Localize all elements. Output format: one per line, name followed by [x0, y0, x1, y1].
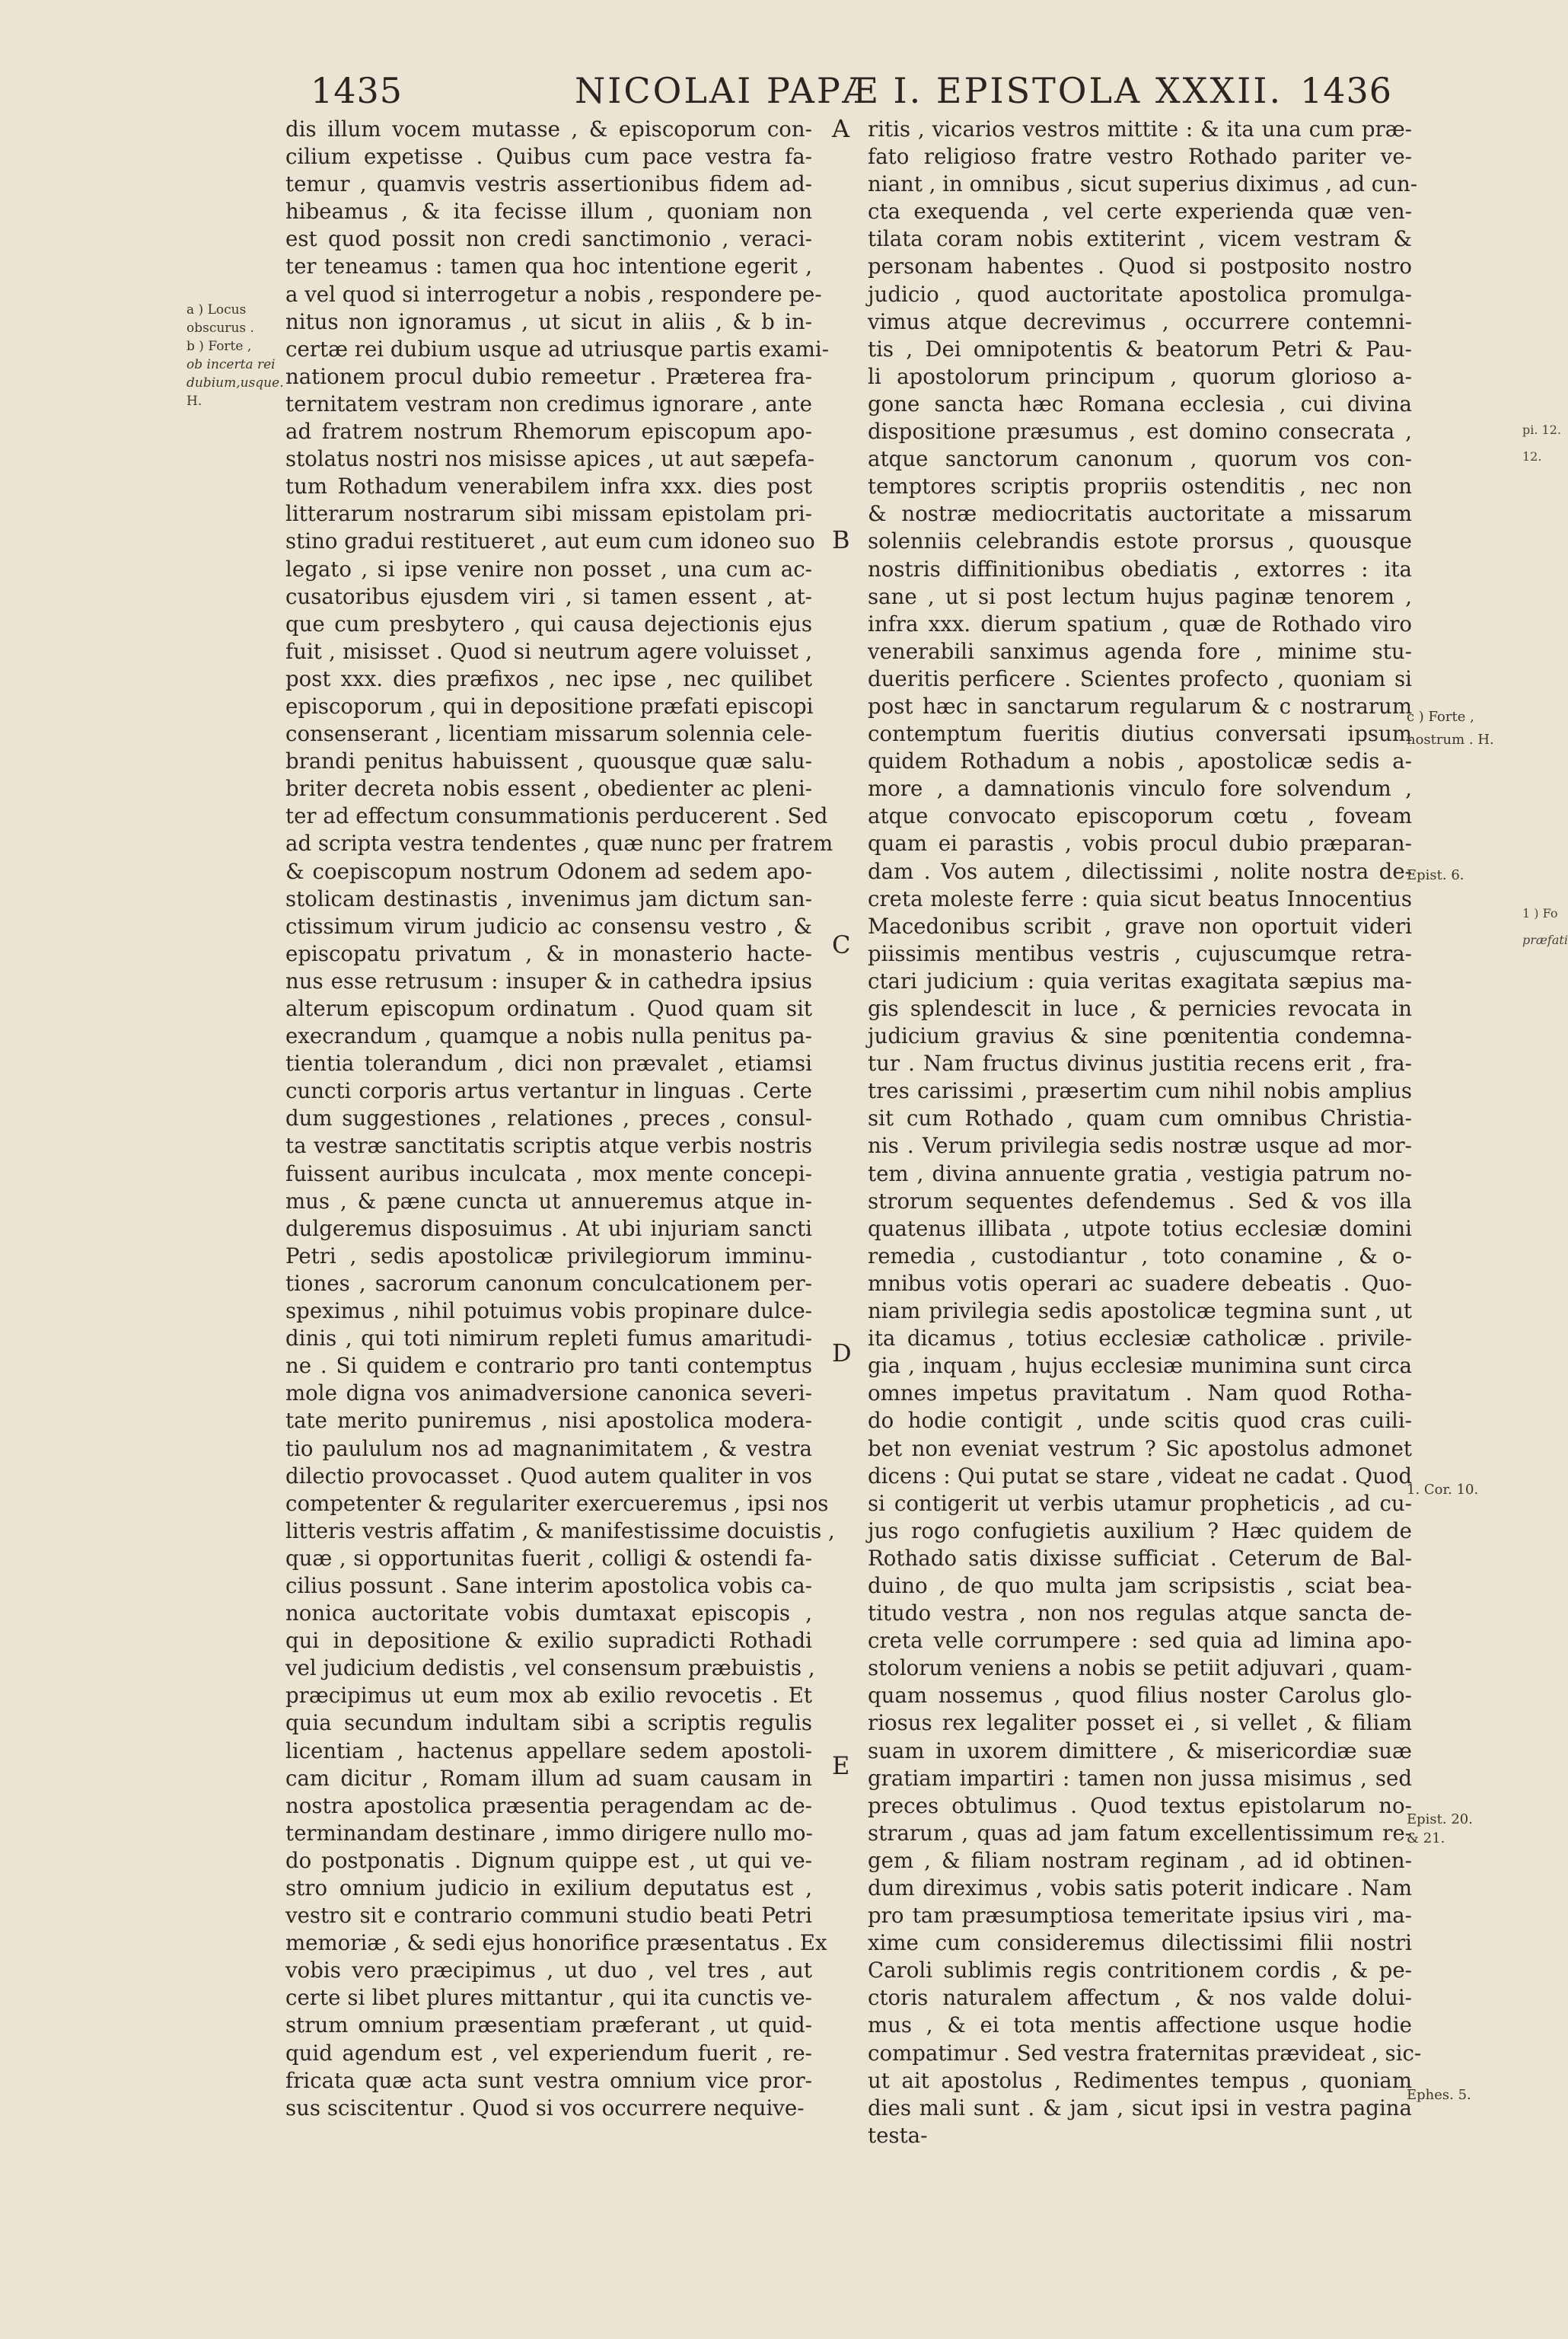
text-line: nationem procul dubio remeetur . Præterea fra- — [285, 363, 812, 389]
text-line: tio paululum nos ad magnanimitatem , & vestra — [285, 1435, 812, 1461]
text-line: si contigerit ut verbis utamur propheticis , ad cu- — [868, 1490, 1412, 1516]
text-line: cuncti corporis artus vertantur in linguas . Certe — [285, 1078, 812, 1104]
left-margin-notes — [186, 301, 284, 410]
text-line: gis splendescit in luce , & pernicies revocata in — [868, 996, 1412, 1021]
margin-note: 1. Cor. 10. — [1407, 1482, 1479, 1498]
text-line: dinis , qui toti nimirum repleti fumus amaritudi- — [285, 1326, 812, 1351]
text-line: compatimur . Sed vestra fraternitas prævideat , sic- — [868, 2040, 1422, 2066]
section-marker-a: A — [832, 114, 850, 143]
text-line: tate merito puniremus , nisi apostolica modera- — [285, 1408, 812, 1434]
text-line: remedia , custodiantur , toto conamine , & o- — [868, 1243, 1412, 1268]
text-line: ut ait apostolus , Redimentes tempus , quoniam — [868, 2067, 1412, 2093]
text-line: dilectio provocasset . Quod autem qualiter in vos — [285, 1463, 812, 1489]
text-line: quid agendum est , vel experiendum fuerit , re- — [285, 2040, 812, 2066]
text-line: quæ , si opportunitas fuerit , colligi & ostendi fa- — [285, 1545, 812, 1571]
text-line: litterarum nostrarum sibi missam epistolam pri- — [285, 501, 812, 527]
text-line: hibeamus , & ita fecisse illum , quoniam non — [285, 199, 812, 225]
text-line: tum Rothadum venerabilem infra xxx. dies post — [285, 474, 812, 499]
text-line: dicens : Qui putat se stare , videat ne cadat . Quod — [868, 1463, 1412, 1489]
text-line: certæ rei dubium usque ad utriusque partis exami- — [285, 336, 830, 362]
text-line: ritis , vicarios vestros mittite : & ita una cum præ- — [868, 116, 1412, 142]
text-line: Rothado satis dixisse sufficiat . Ceterum de Bal- — [868, 1545, 1412, 1571]
margin-note: obscurus . — [186, 321, 254, 336]
text-line: temptores scriptis propriis ostenditis , nec non — [868, 474, 1412, 499]
text-line: fato religioso fratre vestro Rothado pariter ve- — [868, 144, 1412, 170]
text-line: ita dicamus , totius ecclesiæ catholicæ . privile- — [868, 1326, 1412, 1351]
text-line: alterum episcopum ordinatum . Quod quam sit — [285, 996, 812, 1021]
margin-note: Epist. 6. — [1407, 867, 1464, 883]
text-line: contemptum fueritis diutius conversati ipsum — [868, 721, 1412, 747]
text-line: briter decreta nobis essent , obedienter ac pleni- — [285, 776, 812, 802]
text-line: cilius possunt . Sane interim apostolica vobis ca- — [285, 1572, 812, 1598]
text-line: nitus non ignoramus , ut sicut in aliis , & b in- — [285, 308, 812, 334]
text-line: certe si libet plures mittantur , qui ita cunctis ve- — [285, 1985, 812, 2011]
margin-note: H. — [186, 394, 202, 409]
text-line: ter ad effectum consummationis perducerent . Sed — [285, 803, 828, 829]
text-line: vestro sit e contrario communi studio beati Petri — [285, 1903, 812, 1929]
edge-fragment: pi. 12. — [1522, 423, 1561, 437]
text-line: & coepiscopum nostrum Odonem ad sedem apo- — [285, 858, 812, 884]
text-line: stino gradui restitueret , aut eum cum idoneo suo — [285, 528, 815, 554]
text-line: venerabili sanximus agenda fore , minime stu- — [868, 638, 1412, 664]
text-line: a vel quod si interrogetur a nobis , respondere pe- — [285, 281, 822, 307]
text-line: atque convocato episcoporum cœtu , foveam — [868, 803, 1412, 829]
margin-note: Epist. 20. — [1407, 1811, 1473, 1827]
text-line: judicio , quod auctoritate apostolica promulga- — [868, 281, 1412, 307]
text-line: personam habentes . Quod si postposito nostro — [868, 254, 1412, 279]
text-line: stolicam destinastis , invenimus jam dictum san- — [285, 886, 812, 911]
text-line: more , a damnationis vinculo fore solvendum , — [868, 776, 1412, 802]
section-marker-b: B — [832, 525, 850, 554]
text-line: litteris vestris affatim , & manifestissime docuistis , — [285, 1517, 835, 1543]
text-line: cusatoribus ejusdem viri , si tamen essent , at- — [285, 583, 812, 609]
text-line: post hæc in sanctarum regularum & c nostrarum — [868, 693, 1412, 719]
text-line: fuissent auribus inculcata , mox mente concepi- — [285, 1160, 812, 1186]
text-line: tem , divina annuente gratia , vestigia patrum no- — [868, 1160, 1412, 1186]
text-line: tur . Nam fructus divinus justitia recens erit , fra- — [868, 1051, 1412, 1077]
text-line: ad fratrem nostrum Rhemorum episcopum apo- — [285, 419, 812, 445]
text-line: mus , & ei tota mentis affectione usque hodie — [868, 2012, 1412, 2038]
text-line: cilium expetisse . Quibus cum pace vestra fa- — [285, 144, 812, 170]
page-number-left: 1435 — [311, 70, 403, 111]
text-line: strum omnium præsentiam præferant , ut quid- — [285, 2012, 812, 2038]
text-line: mnibus votis operari ac suadere debeatis . Quo- — [868, 1270, 1412, 1296]
text-line: vobis vero præcipimus , ut duo , vel tres , aut — [285, 1958, 812, 1983]
text-line: stolatus nostri nos misisse apices , ut aut sæpefa- — [285, 446, 815, 472]
text-line: gratiam impartiri : tamen non jussa misimus , sed — [868, 1765, 1412, 1791]
text-line: preces obtulimus . Quod textus epistolarum no- — [868, 1792, 1412, 1818]
text-line: quia secundum indultam sibi a scriptis regulis — [285, 1710, 812, 1736]
text-line: atque sanctorum canonum , quorum vos con- — [868, 446, 1412, 472]
text-line: dum suggestiones , relationes , preces , consul- — [285, 1106, 812, 1131]
text-line: dueritis perficere . Scientes profecto , quoniam si — [868, 665, 1412, 691]
text-line: Caroli sublimis regis contritionem cordis , & pe- — [868, 1958, 1412, 1983]
text-line: sus sciscitentur . Quod si vos occurrere nequive- — [285, 2095, 805, 2120]
text-line: ta vestræ sanctitatis scriptis atque verbis nostris — [285, 1133, 812, 1159]
margin-note: c ) Forte , — [1407, 709, 1474, 725]
margin-note: a ) Locus — [186, 302, 247, 318]
text-line: ctoris naturalem affectum , & nos valde dolui- — [868, 1985, 1412, 2011]
text-line: stro omnium judicio in exilium deputatus est , — [285, 1875, 812, 1900]
text-line: nostris diffinitionibus obediatis , extorres : ita — [868, 556, 1412, 582]
section-marker-e: E — [832, 1751, 850, 1780]
text-line: testa- — [868, 2122, 928, 2148]
text-line: nis . Verum privilegia sedis nostræ usque ad mor- — [868, 1133, 1412, 1159]
text-line: speximus , nihil potuimus vobis propinare dulce- — [285, 1298, 812, 1324]
text-line: nonica auctoritate vobis dumtaxat episcopis , — [285, 1600, 812, 1626]
text-line: jus rogo confugietis auxilium ? Hæc quidem de — [868, 1517, 1412, 1543]
text-line: niant , in omnibus , sicut superius diximus , ad cun- — [868, 171, 1418, 197]
text-line: li apostolorum principum , quorum glorioso a- — [868, 363, 1412, 389]
text-line: post xxx. dies præfixos , nec ipse , nec quilibet — [285, 665, 812, 691]
text-line: gone sancta hæc Romana ecclesia , cui divina — [868, 391, 1412, 416]
text-line: est quod possit non credi sanctimonio , veraci- — [285, 226, 812, 252]
text-line: quam nossemus , quod filius noster Carolus glo- — [868, 1683, 1412, 1709]
text-line: solenniis celebrandis estote prorsus , quousque — [868, 528, 1412, 554]
text-line: nostra apostolica præsentia peragendam ac de- — [285, 1792, 812, 1818]
text-line: niam privilegia sedis apostolicæ tegmina sunt , ut — [868, 1298, 1412, 1324]
text-line: competenter & regulariter exercueremus , ipsi nos — [285, 1490, 829, 1516]
text-line: creta velle corrumpere : sed quia ad limina apo- — [868, 1628, 1412, 1654]
text-line: ter teneamus : tamen qua hoc intentione egerit , — [285, 254, 812, 279]
text-line: dulgeremus disposuimus . At ubi injuriam sancti — [285, 1215, 812, 1241]
text-line: temur , quamvis vestris assertionibus fidem ad- — [285, 171, 812, 197]
text-line: fricata quæ acta sunt vestra omnium vice pror- — [285, 2067, 812, 2093]
margin-note: & 21. — [1407, 1830, 1445, 1846]
text-line: strorum sequentes defendemus . Sed & vos illa — [868, 1188, 1412, 1214]
text-line: titudo vestra , non nos regulas atque sancta de- — [868, 1600, 1412, 1626]
text-line: cam dicitur , Romam illum ad suam causam in — [285, 1765, 812, 1791]
text-line: stolorum veniens a nobis se petiit adjuvari , quam- — [868, 1655, 1412, 1681]
text-line: quidem Rothadum a nobis , apostolicæ sedis a- — [868, 748, 1412, 774]
text-line: omnes impetus pravitatum . Nam quod Rotha- — [868, 1380, 1412, 1406]
text-line: ne . Si quidem e contrario pro tanti contemptus — [285, 1353, 812, 1379]
text-line: mole digna vos animadversione canonica severi- — [285, 1380, 812, 1406]
text-line: consenserant , licentiam missarum solennia cele- — [285, 721, 812, 747]
text-line: fuit , misisset . Quod si neutrum agere voluisset , — [285, 638, 812, 664]
text-line: legato , si ipse venire non posset , una cum ac- — [285, 556, 812, 582]
text-line: tis , Dei omnipotentis & beatorum Petri & Pau- — [868, 336, 1412, 362]
text-line: dum direximus , vobis satis poterit indicare . Nam — [868, 1875, 1412, 1900]
text-line: bet non eveniat vestrum ? Sic apostolus admonet — [868, 1435, 1412, 1461]
text-line: sane , ut si post lectum hujus paginæ tenorem , — [868, 583, 1412, 609]
text-line: execrandum , quamque a nobis nulla penitus pa- — [285, 1023, 812, 1049]
text-line: vimus atque decrevimus , occurrere contemni- — [868, 308, 1412, 334]
margin-note: nostrum . H. — [1407, 732, 1494, 748]
text-line: gia , inquam , hujus ecclesiæ munimina sunt circa — [868, 1353, 1412, 1379]
text-line: sit cum Rothado , quam cum omnibus Christia- — [868, 1106, 1412, 1131]
text-line: duino , de quo multa jam scripsistis , sciat bea- — [868, 1572, 1412, 1598]
text-line: xime cum consideremus dilectissimi filii nostri — [868, 1930, 1412, 1956]
margin-note: Ephes. 5. — [1407, 2087, 1471, 2103]
text-line: creta moleste ferre : quia sicut beatus Innocentius — [868, 886, 1412, 911]
text-line: strarum , quas ad jam fatum excellentissimum re- — [868, 1820, 1412, 1846]
text-line: mus , & pæne cuncta ut annueremus atque in- — [285, 1188, 812, 1214]
edge-fragment: præfati — [1522, 933, 1568, 947]
text-line: tiones , sacrorum canonum conculcationem per- — [285, 1270, 812, 1296]
text-line: dispositione præsumus , est domino consecrata , — [868, 419, 1412, 445]
text-line: gem , & filiam nostram reginam , ad id obtinen- — [868, 1847, 1412, 1873]
text-line: que cum presbytero , qui causa dejectionis ejus — [285, 611, 812, 637]
text-line: tientia tolerandum , dici non prævalet , etiamsi — [285, 1051, 812, 1077]
text-line: quam ei parastis , vobis procul dubio præparan- — [868, 831, 1412, 857]
text-line: dies mali sunt . & jam , sicut ipsi in vestra pagina — [868, 2095, 1412, 2120]
text-line: ctissimum virum judicio ac consensu vestro , & — [285, 913, 812, 939]
text-line: ad scripta vestra tendentes , quæ nunc per fratrem — [285, 831, 833, 857]
text-column-right — [868, 116, 1422, 2149]
margin-note: ob incerta rei — [186, 357, 276, 372]
margin-note: b ) Forte , — [186, 339, 252, 354]
text-line: ternitatem vestram non credimus ignorare , ante — [285, 391, 812, 416]
text-line: riosus rex legaliter posset ei , si vellet , & filiam — [868, 1710, 1412, 1736]
text-line: qui in depositione & exilio supradicti Rothadi — [285, 1628, 812, 1654]
text-column-left — [285, 116, 835, 2122]
text-line: & nostræ mediocritatis auctoritate a missarum — [868, 501, 1412, 527]
text-line: Petri , sedis apostolicæ privilegiorum imminu- — [285, 1243, 812, 1268]
text-line: licentiam , hactenus appellare sedem apostoli- — [285, 1737, 812, 1763]
text-line: dis illum vocem mutasse , & episcoporum con- — [285, 116, 812, 142]
text-line: ctari judicium : quia veritas exagitata sæpius ma- — [868, 968, 1412, 994]
running-title: NICOLAI PAPÆ I. EPISTOLA XXXII. — [575, 70, 1283, 111]
text-line: episcopatu privatum , & in monasterio hacte- — [285, 940, 812, 966]
text-line: terminandam destinare , immo dirigere nullo mo- — [285, 1820, 813, 1846]
text-line: nus esse retrusum : insuper & in cathedra ipsius — [285, 968, 812, 994]
margin-note: dubium,usque. — [186, 375, 284, 391]
edge-fragment: 1 ) Fo — [1522, 906, 1558, 921]
text-line: quatenus illibata , utpote totius ecclesiæ domini — [868, 1215, 1412, 1241]
text-line: Macedonibus scribit , grave non oportuit videri — [868, 913, 1412, 939]
text-line: pro tam præsumptiosa temeritate ipsius viri , ma- — [868, 1903, 1412, 1929]
text-line: cta exequenda , vel certe experienda quæ ven- — [868, 199, 1412, 225]
page-number-right: 1436 — [1300, 70, 1393, 111]
edge-fragment: 12. — [1522, 449, 1542, 464]
text-line: vel judicium dedistis , vel consensum præbuistis , — [285, 1655, 815, 1681]
section-marker-c: C — [832, 930, 851, 959]
text-line: præcipimus ut eum mox ab exilio revocetis . Et — [285, 1683, 812, 1709]
section-marker-d: D — [832, 1339, 852, 1367]
text-line: do postponatis . Dignum quippe est , ut qui ve- — [285, 1847, 812, 1873]
text-line: brandi penitus habuissent , quousque quæ salu- — [285, 748, 812, 774]
text-line: do hodie contigit , unde scitis quod cras cuili- — [868, 1408, 1412, 1434]
text-line: memoriæ , & sedi ejus honorifice præsentatus . Ex — [285, 1930, 827, 1956]
text-line: dam . Vos autem , dilectissimi , nolite nostra de- — [868, 858, 1412, 884]
text-line: episcoporum , qui in depositione præfati episcopi — [285, 693, 814, 719]
text-line: piissimis mentibus vestris , cujuscumque retra- — [868, 940, 1412, 966]
text-line: infra xxx. dierum spatium , quæ de Rothado viro — [868, 611, 1412, 637]
text-line: judicium gravius & sine pœnitentia condemna- — [868, 1023, 1412, 1049]
text-line: suam in uxorem dimittere , & misericordiæ suæ — [868, 1737, 1412, 1763]
text-line: tres carissimi , præsertim cum nihil nobis amplius — [868, 1078, 1412, 1104]
text-line: tilata coram nobis extiterint , vicem vestram & — [868, 226, 1412, 252]
